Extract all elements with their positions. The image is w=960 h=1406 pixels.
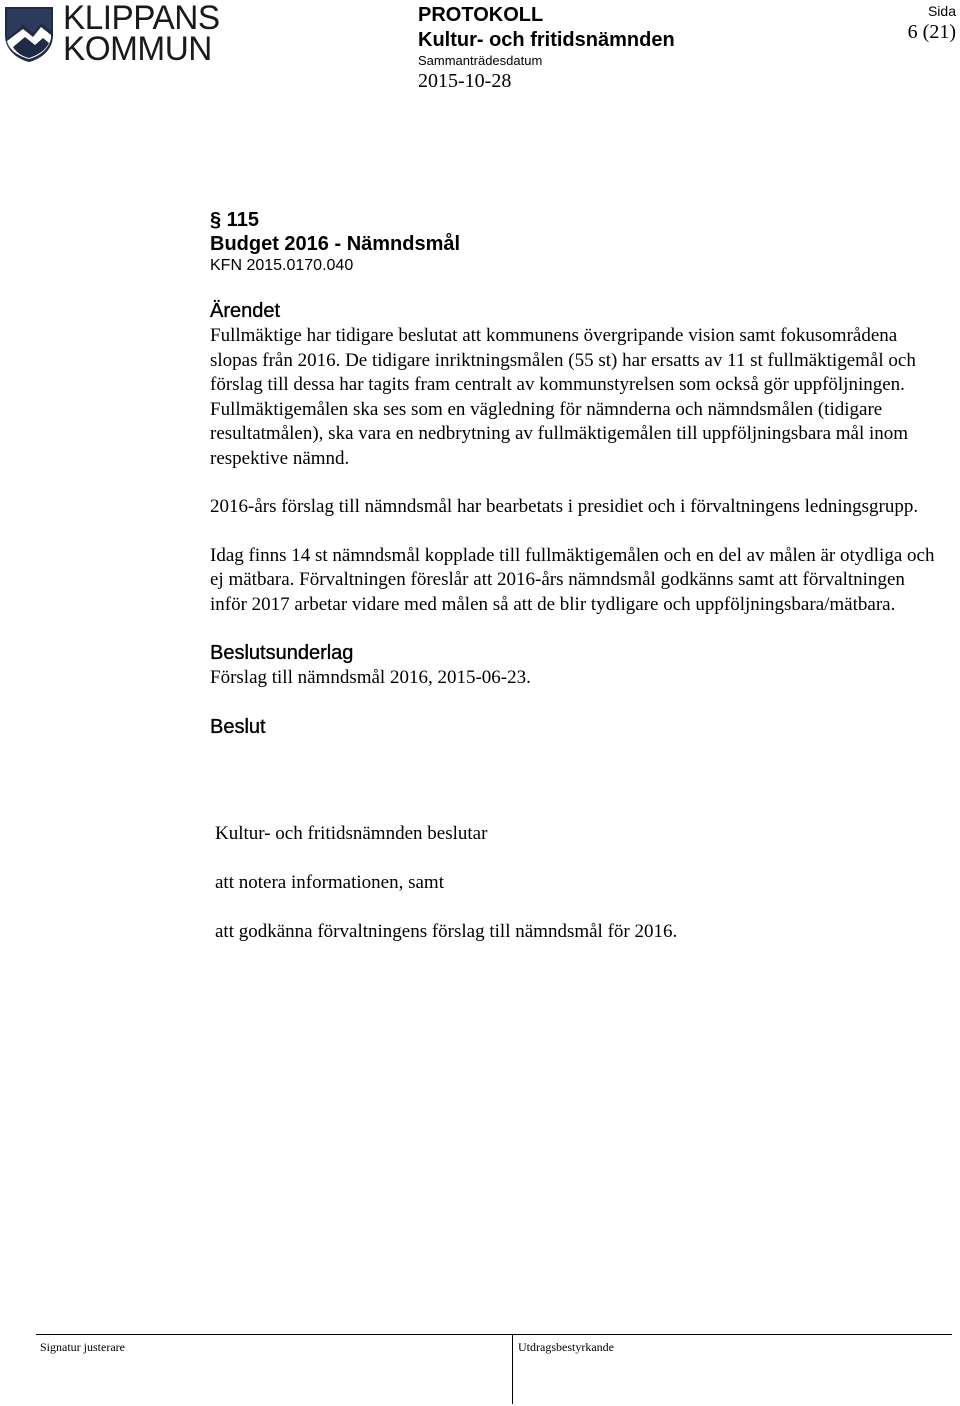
paragraph-number: § 115 — [210, 209, 259, 231]
page-label: Sida — [927, 3, 956, 19]
logo-line-2: KOMMUN — [63, 30, 212, 68]
municipality-crest-icon — [3, 5, 55, 63]
beslut-line-3: att godkänna förvaltningens förslag till nämndsmål för 2016. — [215, 921, 678, 942]
case-number: KFN 2015.0170.040 — [210, 257, 354, 274]
arendet-paragraph-1: Fullmäktige har tidigare beslutat att kommunens övergripande vision samt fokusområdena slopas från 2016. De tidigare inriktningsmålen (55 st) har ersatts av 11 st fullmäktigemål och förslag till dessa har tagits fram centralt av kommunstyrelsen som också gör uppföljningen. Fullmäktigemålen ska ses som en vägledning för nämnderna och nämndsmålen (tidigare resultatmålen), ska vara en nedbrytning av fullmäktigemålen till uppföljningsbara mål inom respektive nämnd. — [210, 325, 916, 469]
logo-line-1: KLIPPANS — [63, 0, 220, 37]
beslut-line-2: att notera informationen, samt — [215, 872, 444, 893]
document-type: PROTOKOLL — [418, 4, 544, 26]
page-number: 6 (21) — [907, 21, 956, 43]
signature-field-label: Signatur justerare — [40, 1340, 125, 1354]
arendet-heading: Ärendet — [210, 300, 281, 322]
meeting-date: 2015-10-28 — [418, 70, 512, 92]
board-name: Kultur- och fritidsnämnden — [418, 29, 675, 51]
municipality-logo — [3, 0, 220, 68]
page-title: Budget 2016 - Nämndsmål — [210, 233, 461, 255]
arendet-paragraph-3: Idag finns 14 st nämndsmål kopplade till fullmäktigemålen och en del av målen är otydliga och ej mätbara. Förvaltningen föreslår att 2016-års nämndsmål godkänns samt att förvaltningen inför 2017 arbetar vidare med målen så att de blir tydligare och uppföljningsbara/mätbara. — [210, 544, 935, 615]
footer-divider — [36, 1334, 952, 1335]
certification-field-label: Utdragsbestyrkande — [518, 1340, 614, 1354]
meeting-date-label: Sammanträdesdatum — [418, 53, 543, 68]
beslut-line-1: Kultur- och fritidsnämnden beslutar — [215, 823, 488, 844]
arendet-paragraph-2: 2016-års förslag till nämndsmål har bearbetats i presidiet och i förvaltningens ledningsgrupp. — [210, 496, 919, 517]
beslutsunderlag-text: Förslag till nämndsmål 2016, 2015-06-23. — [210, 667, 531, 688]
document-body — [210, 208, 940, 740]
beslut-heading: Beslut — [210, 715, 266, 738]
beslutsunderlag-heading: Beslutsunderlag — [210, 642, 354, 664]
footer-column-divider — [512, 1334, 513, 1404]
logo-wordmark — [63, 0, 220, 68]
